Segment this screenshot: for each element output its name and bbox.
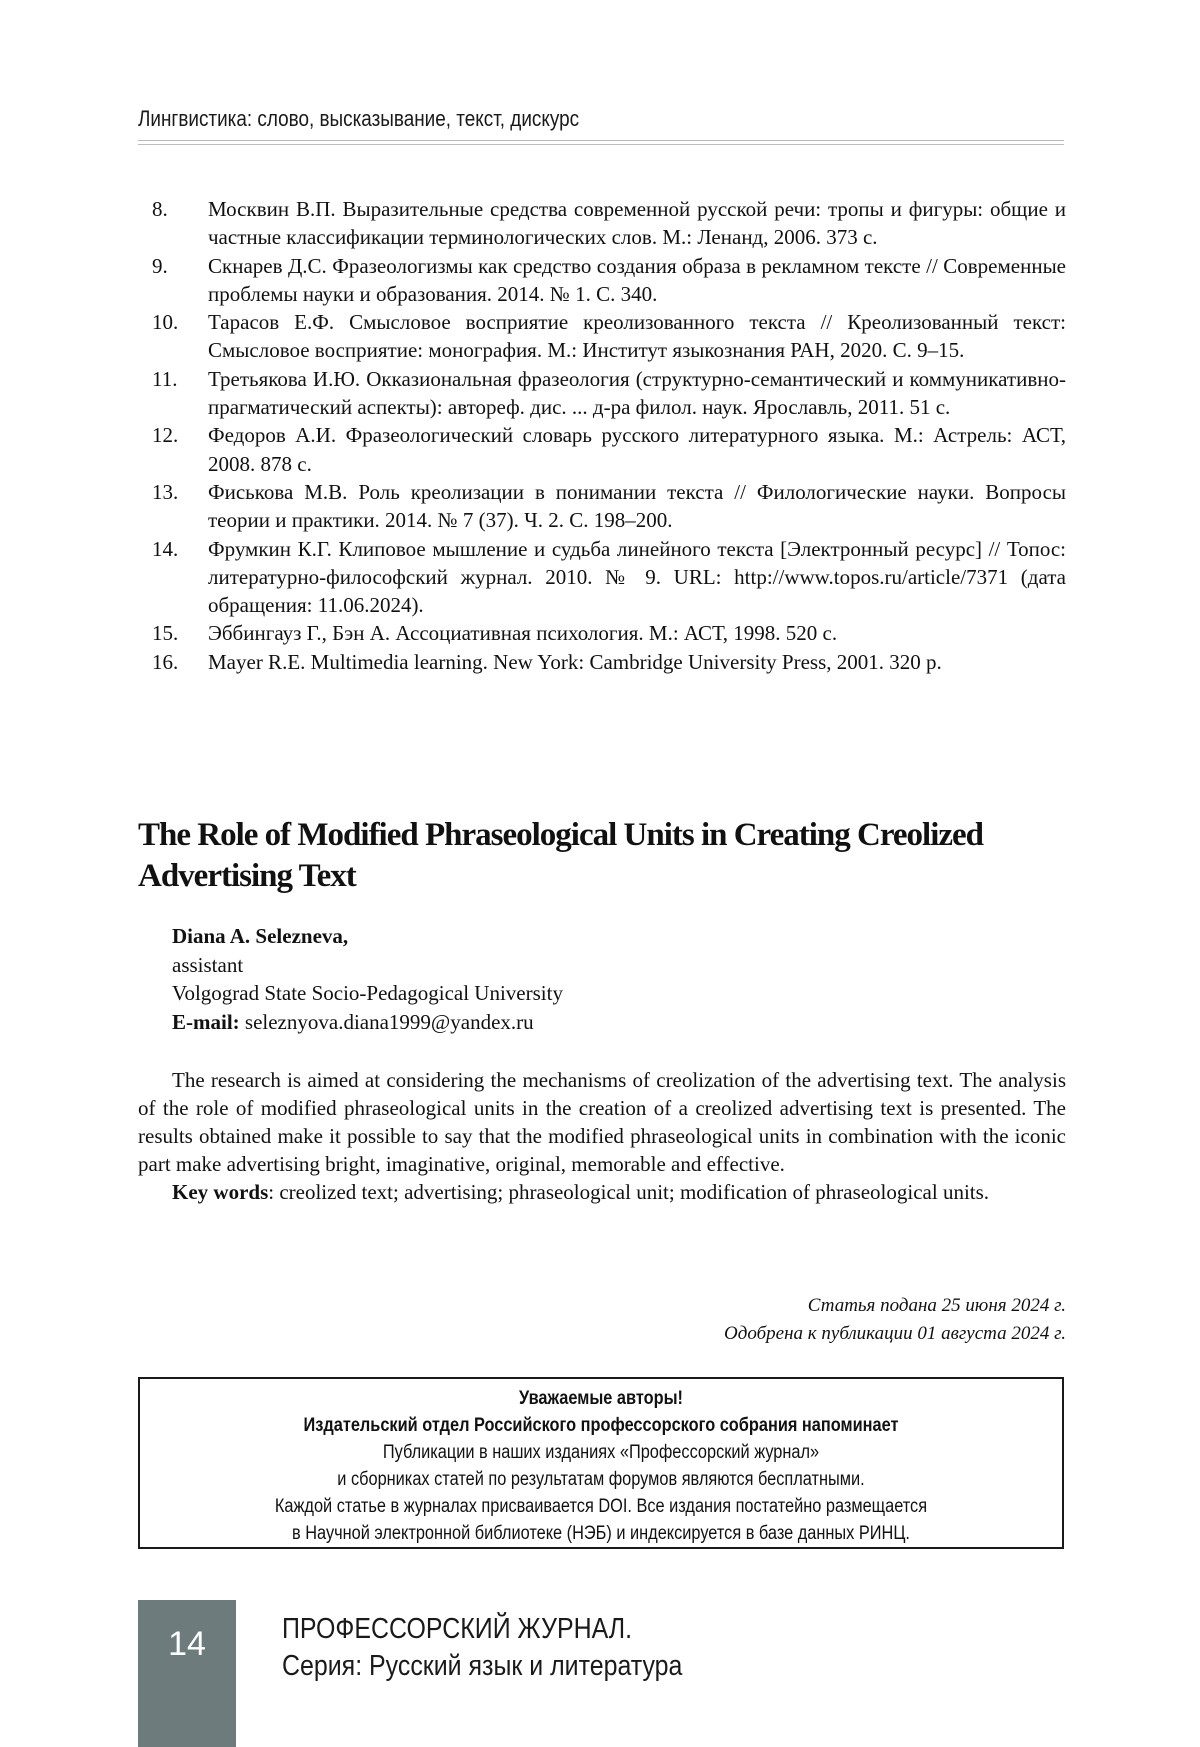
reference-item: [138, 421, 1066, 478]
reference-number: 11.: [152, 366, 178, 391]
notice-text-line: Каждой статье в журналах присваивается DOI. Все издания постатейно размещается: [274, 1496, 928, 1517]
running-header: Лингвистика: слово, высказывание, текст, дискурс: [138, 106, 580, 131]
email-label: E-mail:: [172, 1009, 240, 1034]
reference-list: [138, 195, 1066, 676]
journal-series: Серия: Русский язык и литература: [282, 1650, 683, 1682]
reference-item: [138, 478, 1066, 535]
notice-text-line: и сборниках статей по результатам форумов являются бесплатными.: [337, 1469, 865, 1490]
article-title: The Role of Modified Phraseological Units in Creating Creolized Advertising Text: [138, 817, 984, 894]
reference-number: 9.: [152, 253, 168, 278]
approved-date: Одобрена к публикации 01 августа 2024 г.: [724, 1323, 1066, 1344]
page-number: 14: [168, 1625, 206, 1663]
reference-item: [138, 648, 1066, 676]
notice-greeting: Уважаемые авторы!: [519, 1388, 683, 1409]
keywords-paragraph: [138, 1178, 1066, 1206]
page-number-tab: [138, 1600, 236, 1747]
reference-text: Федоров А.И. Фразеологический словарь русского литературного языка. М.: Астрель: АСТ, 2008. 878 с.: [208, 423, 1066, 476]
reference-number: 15.: [152, 621, 179, 646]
author-email: seleznyova.diana1999@yandex.ru: [244, 1009, 534, 1034]
reference-text: Эббингауз Г., Бэн А. Ассоциативная психология. М.: АСТ, 1998. 520 с.: [208, 621, 838, 646]
reference-item: [138, 535, 1066, 620]
submission-dates: [724, 1292, 1066, 1348]
reference-item: [138, 195, 1066, 252]
author-position: assistant: [172, 952, 244, 977]
reference-text: Москвин В.П. Выразительные средства современной русской речи: тропы и фигуры: общие и частные классификации терминологических слов. М.: Ленанд, 2006. 373 с.: [208, 197, 1066, 250]
author-name: Diana A. Selezneva,: [172, 924, 349, 948]
reference-number: 13.: [152, 479, 179, 504]
abstract: [138, 1066, 1066, 1206]
journal-name: [282, 1611, 682, 1685]
reference-item: [138, 619, 1066, 647]
reference-text: Скнарев Д.С. Фразеологизмы как средство создания образа в рекламном тексте // Современные проблемы науки и образования. 2014. № 1. С. 340.: [208, 253, 1066, 306]
keywords-label: Key words: [172, 1180, 269, 1204]
notice-text-line: Публикации в наших изданиях «Профессорский журнал»: [382, 1442, 820, 1463]
reference-text: Тарасов Е.Ф. Смысловое восприятие креолизованного текста // Креолизованный текст: Смысловое восприятие: монография. М.: Институт языкознания РАН, 2020. С. 9–15.: [208, 310, 1066, 363]
reference-text: Фиськова М.В. Роль креолизации в понимании текста // Филологические науки. Вопросы теории и практики. 2014. № 7 (37). Ч. 2. С. 198–200.: [208, 479, 1066, 533]
reference-item: [138, 308, 1066, 365]
reference-number: 10.: [152, 310, 179, 335]
authors-notice-box: [138, 1377, 1064, 1549]
header-rule: [138, 140, 1064, 145]
reference-text: Фрумкин К.Г. Клиповое мышление и судьба линейного текста [Электронный ресурс] // Топос: литературно-философский журнал. 2010. № 9. URL: http://www.topos.ru/article/7371 (дата обращения: 11.06.2024).: [208, 536, 1066, 618]
author-email-line: [172, 1008, 563, 1037]
author-affiliation: Volgograd State Socio-Pedagogical University: [172, 981, 563, 1005]
reference-number: 14.: [152, 536, 179, 561]
reference-number: 12.: [152, 423, 179, 448]
reference-item: [138, 252, 1066, 309]
reference-text: Третьякова И.Ю. Окказиональная фразеология (структурно-семантический и коммуникативно-прагматический аспекты): автореф. дис. ... д-ра филол. наук. Ярославль, 2011. 51 с.: [208, 366, 1066, 420]
notice-text-line: в Научной электронной библиотеке (НЭБ) и индексируется в базе данных РИНЦ.: [292, 1523, 910, 1544]
keywords-text: : creolized text; advertising; phraseological unit; modification of phraseological units.: [268, 1180, 990, 1204]
reference-text: Mayer R.E. Multimedia learning. New York: Cambridge University Press, 2001. 320 p.: [208, 649, 942, 674]
author-block: [172, 922, 563, 1036]
submitted-date: Статья подана 25 июня 2024 г.: [807, 1295, 1066, 1316]
abstract-text: The research is aimed at considering the mechanisms of creolization of the advertising text. The analysis of the role of modified phraseological units in the creation of a creolized advertising text is presented. The results obtained make it possible to say that the modified phraseological units in combination with the iconic part make advertising bright, imaginative, original, memorable and effective.: [138, 1068, 1066, 1176]
notice-heading: Издательский отдел Российского профессорского собрания напоминает: [303, 1415, 899, 1436]
journal-title: ПРОФЕССОРСКИЙ ЖУРНАЛ.: [282, 1613, 633, 1645]
reference-number: 8.: [152, 197, 168, 221]
reference-number: 16.: [152, 649, 179, 674]
reference-item: [138, 365, 1066, 422]
